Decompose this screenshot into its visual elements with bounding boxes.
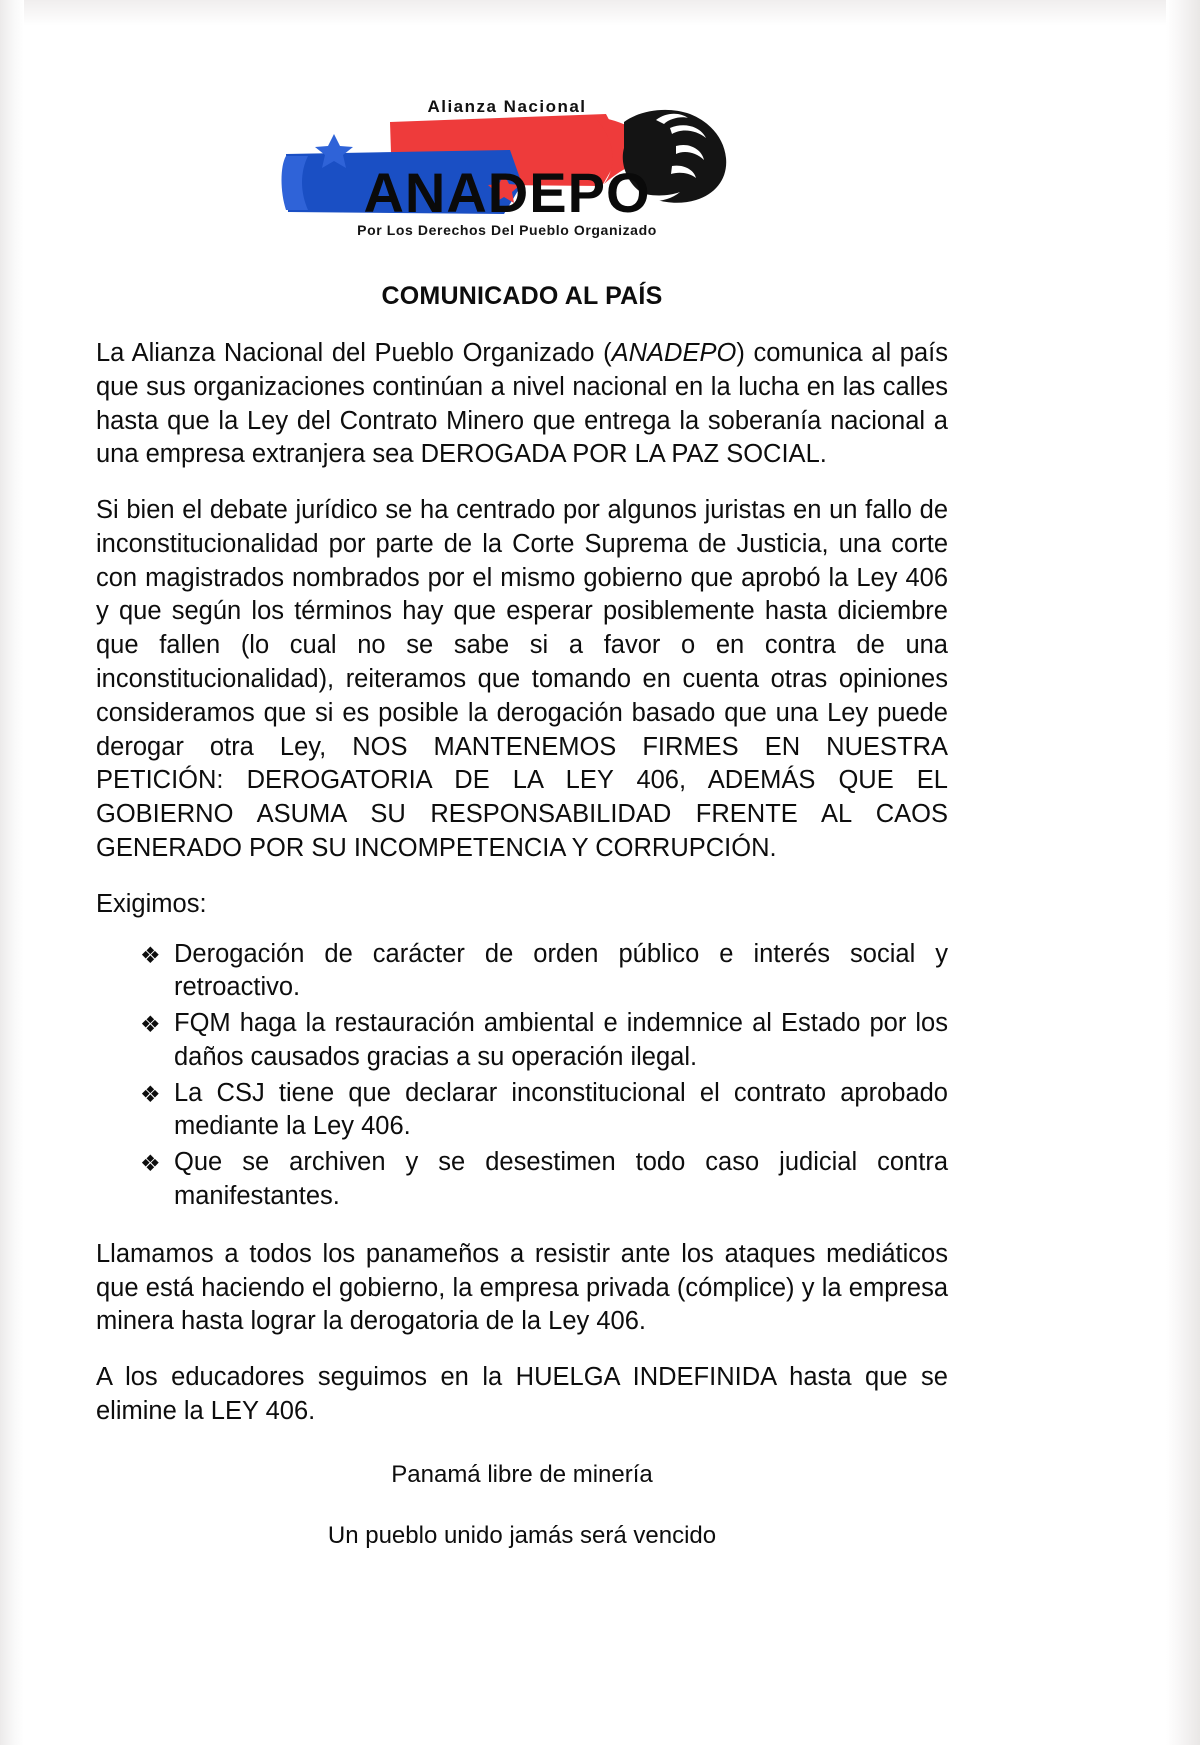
closing-slogan-2: Un pueblo unido jamás será vencido [327,1521,717,1549]
closing-slogan-1: Panamá libre de minería [391,1460,653,1488]
diamond-bullet-icon: ❖ [140,941,161,968]
paragraph-1-acronym: ANADEPO [611,339,737,367]
list-item-text: Que se archiven y se desestimen todo caso judicial contra manifestantes. [174,1148,948,1210]
paragraph-1-part-2: ) comunica al país que sus organizaciones continúan a nivel nacional en la lucha en las calles hasta que la Ley del Contrato Minero que entrega la soberanía nacional a una empresa extranjera sea DEROGADA POR LA PAZ SOCIAL. [96,339,948,469]
list-item [140,1146,948,1214]
page-title: COMUNICADO AL PAÍS [381,282,663,310]
scan-edge-right [1166,0,1200,1745]
list-item-text: FQM haga la restauración ambiental e indemnice al Estado por los daños causados gracias a su operación ilegal. [174,1009,948,1071]
paragraph-3: Llamamos a todos los panameños a resistir ante los ataques mediáticos que está haciendo el gobierno, la empresa privada (cómplice) y la empresa minera hasta lograr la derogatoria de la Ley 406. [96,1239,948,1336]
diamond-bullet-icon: ❖ [140,1080,161,1107]
document-body [96,282,948,1551]
diamond-bullet-icon: ❖ [140,1011,161,1038]
diamond-bullet-icon: ❖ [140,1150,161,1177]
paragraph-1-part-1: La Alianza Nacional del Pueblo Organizado ( [96,339,612,367]
paragraph-2: Si bien el debate jurídico se ha centrado por algunos juristas en un fallo de inconstitucionalidad por parte de la Corte Suprema de Justicia, una corte con magistrados nombrados por el mismo gobierno que aprobó la Ley 406 y que según los términos hay que esperar posiblemente hasta diciembre que fallen (lo cual no se sabe si a favor o en contra de una inconstitucionalidad), reiteramos que tomando en cuenta otras opiniones consideramos que si es posible la derogación basado que una Ley puede derogar otra Ley, NOS MANTENEMOS FIRMES EN NUESTRA PETICIÓN: DEROGATORIA DE LA LEY 406, ADEMÁS QUE EL GOBIERNO ASUMA SU RESPONSABILIDAD FRENTE AL CAOS GENERADO POR SU INCOMPETENCIA Y CORRUPCIÓN. [96,496,948,862]
demands-list [96,938,948,1214]
paragraph-1 [96,337,948,472]
list-item [140,1007,948,1075]
logo-top-text: Alianza Nacional [427,97,587,116]
scan-edge-top [0,0,1200,26]
closing-slogans [96,1459,948,1551]
logo-acronym-text: ANADEPO [363,161,651,224]
paragraph-4: A los educadores seguimos en la HUELGA INDEFINIDA hasta que se elimine la LEY 406. [96,1363,948,1425]
list-item [140,938,948,1006]
logo-tagline-text: Por Los Derechos Del Pueblo Organizado [357,222,657,238]
scan-edge-left [0,0,24,1745]
anadepo-logo-graphic [272,92,742,250]
demands-lead-in: Exigimos: [96,889,207,918]
anadepo-logo [272,92,742,250]
list-item [140,1077,948,1145]
list-item-text: La CSJ tiene que declarar inconstitucional el contrato aprobado mediante la Ley 406. [174,1078,948,1141]
list-item-text: Derogación de carácter de orden público e interés social y retroactivo. [174,939,948,1002]
